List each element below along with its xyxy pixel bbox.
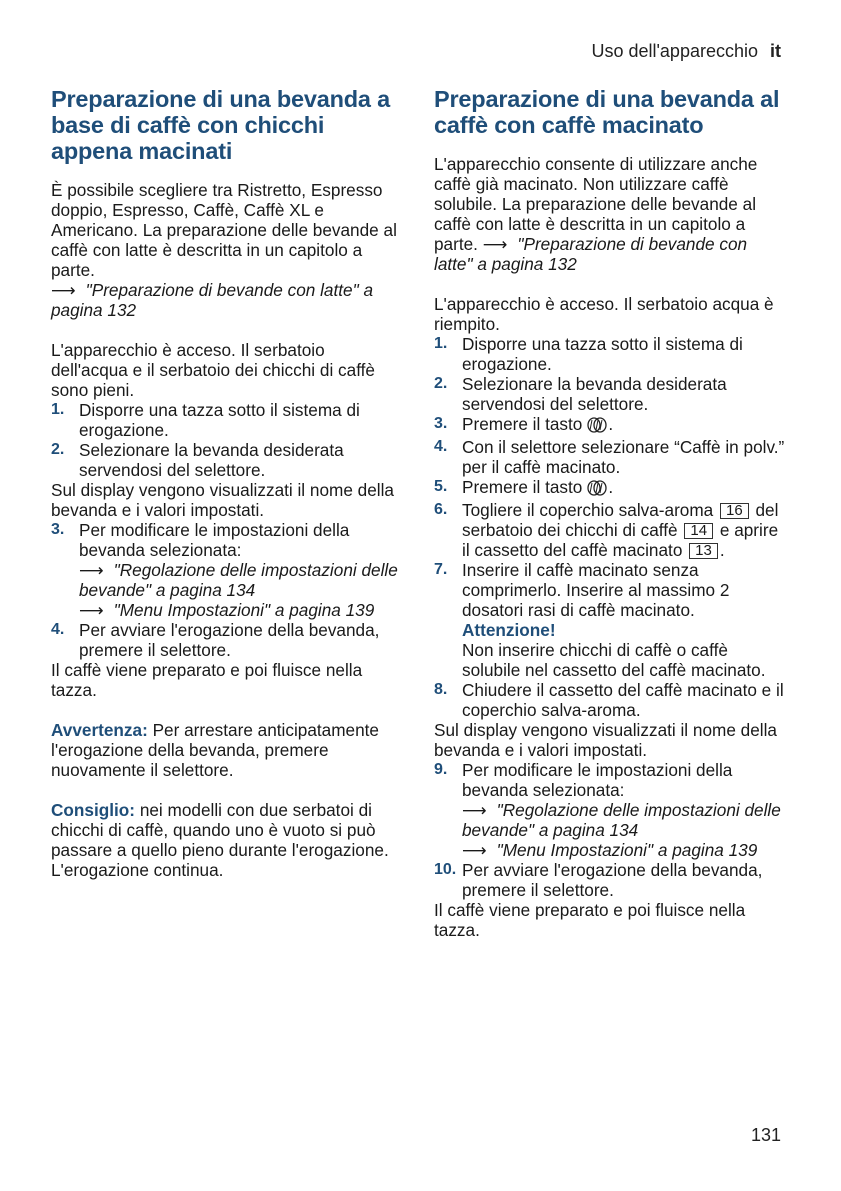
cross-reference-link[interactable]: "Menu Impostazioni" a pagina 139 [113, 600, 375, 620]
step-item: 4. Per avviare l'erogazione della bevanda, premere il selettore. [51, 620, 380, 660]
right-steps-a [434, 334, 786, 720]
arrow-right-icon: ⟶ [482, 234, 508, 254]
caution-label: Attenzione! [462, 620, 556, 640]
left-precondition: L'apparecchio è acceso. Il serbatoio dell'acqua e il serbatoio dei chicchi di caffè sono pieni. [51, 340, 375, 400]
component-ref-13: 13 [689, 543, 718, 559]
arrow-right-icon: ⟶ [462, 840, 487, 860]
caution-text: Non inserire chicchi di caffè o caffè solubile nel cassetto del caffè macinato. [462, 640, 766, 680]
step-item: 3. Premere il tasto . [434, 414, 786, 437]
right-intro: L'apparecchio consente di utilizzare anche caffè già macinato. Non utilizzare caffè solubile. La preparazione delle bevande al caffè con latte è descritta in un capitolo a parte. ⟶ "Preparazione di bevande con latte" a pagina 132 [434, 154, 758, 274]
left-steps-b [51, 520, 403, 660]
left-section-heading: Preparazione di una bevanda a base di caffè con chicchi appena macinati [51, 86, 390, 164]
right-result-display: Sul display vengono visualizzati il nome della bevanda e i valori impostati. [434, 720, 777, 760]
arrow-right-icon: ⟶ [79, 600, 104, 620]
right-section-heading: Preparazione di una bevanda al caffè con caffè macinato [434, 86, 780, 138]
step-item: 2. Selezionare la bevanda desiderata servendosi del selettore. [51, 440, 344, 480]
component-ref-14: 14 [684, 523, 713, 539]
cross-reference-link[interactable]: "Regolazione delle impostazioni delle bevande" a pagina 134 [79, 560, 398, 600]
cross-reference-link[interactable]: "Preparazione di bevande con latte" a pagina 132 [51, 280, 374, 320]
arrow-right-icon: ⟶ [79, 560, 104, 580]
left-result-coffee: Il caffè viene preparato e poi fluisce nella tazza. [51, 660, 363, 700]
left-steps-a [51, 400, 403, 480]
right-precondition: L'apparecchio è acceso. Il serbatoio acqua è riempito. [434, 294, 774, 334]
warning-label: Avvertenza: [51, 720, 148, 740]
tip-label: Consiglio: [51, 800, 136, 820]
left-intro: È possibile scegliere tra Ristretto, Espresso doppio, Espresso, Caffè, Caffè XL e Americano. La preparazione delle bevande al caffè con latte è descritta in un capitolo a parte. ⟶ "Preparazione di bevande con latte" a pagina 132 [51, 180, 397, 320]
cross-reference-link[interactable]: "Regolazione delle impostazioni delle bevande" a pagina 134 [462, 800, 781, 840]
step-item: 4. Con il selettore selezionare “Caffè in polv.” per il caffè macinato. [434, 437, 785, 477]
step-item: 10. Per avviare l'erogazione della bevanda, premere il selettore. [434, 860, 763, 900]
page-header [591, 40, 781, 62]
component-ref-16: 16 [720, 503, 749, 519]
step-item: 6. Togliere il coperchio salva-aroma 16 del serbatoio dei chicchi di caffè 14 e aprire il cassetto del caffè macinato 13 . [434, 500, 779, 560]
cross-reference-link[interactable]: "Menu Impostazioni" a pagina 139 [496, 840, 758, 860]
step-item: 7. Inserire il caffè macinato senza comprimerlo. Inserire al massimo 2 dosatori rasi di caffè macinato. Attenzione! Non inserire chicchi di caffè o caffè solubile nel cassetto del caffè macinato. [434, 560, 766, 680]
right-steps-b [434, 760, 786, 900]
step-item: 1. Disporre una tazza sotto il sistema di erogazione. [434, 334, 743, 374]
step-item: 8. Chiudere il cassetto del caffè macinato e il coperchio salva-aroma. [434, 680, 784, 720]
step-item: 9. Per modificare le impostazioni della bevanda selezionata: ⟶ "Regolazione delle impostazioni delle bevande" a pagina 134 ⟶ "Menu Impostazioni" a pagina 139 [434, 760, 781, 860]
section-title: Uso dell'apparecchio [591, 41, 758, 61]
step-item: 1. Disporre una tazza sotto il sistema di erogazione. [51, 400, 360, 440]
right-column [434, 86, 786, 940]
arrow-right-icon: ⟶ [51, 280, 76, 300]
tip-note: Consiglio: nei modelli con due serbatoi di chicchi di caffè, quando uno è vuoto si può passare a quello pieno durante l'erogazione. L'erogazione continua. [51, 800, 389, 880]
ground-coffee-button-icon [586, 480, 608, 500]
arrow-right-icon: ⟶ [462, 800, 487, 820]
warning-note: Avvertenza: Per arrestare anticipatamente l'erogazione della bevanda, premere nuovamente il selettore. [51, 720, 379, 780]
ground-coffee-button-icon [586, 417, 608, 437]
step-item: 5. Premere il tasto . [434, 477, 786, 500]
language-code: it [770, 41, 781, 61]
page-number: 131 [750, 1125, 781, 1145]
step-item: 3. Per modificare le impostazioni della bevanda selezionata: ⟶ "Regolazione delle impostazioni delle bevande" a pagina 134 ⟶ "Menu Impostazioni" a pagina 139 [51, 520, 398, 620]
cross-reference-link[interactable]: "Preparazione di bevande con latte" a pagina 132 [434, 234, 748, 274]
left-column [51, 86, 403, 880]
left-result-display: Sul display vengono visualizzati il nome della bevanda e i valori impostati. [51, 480, 394, 520]
step-item: 2. Selezionare la bevanda desiderata servendosi del selettore. [434, 374, 727, 414]
right-result-coffee: Il caffè viene preparato e poi fluisce nella tazza. [434, 900, 746, 940]
